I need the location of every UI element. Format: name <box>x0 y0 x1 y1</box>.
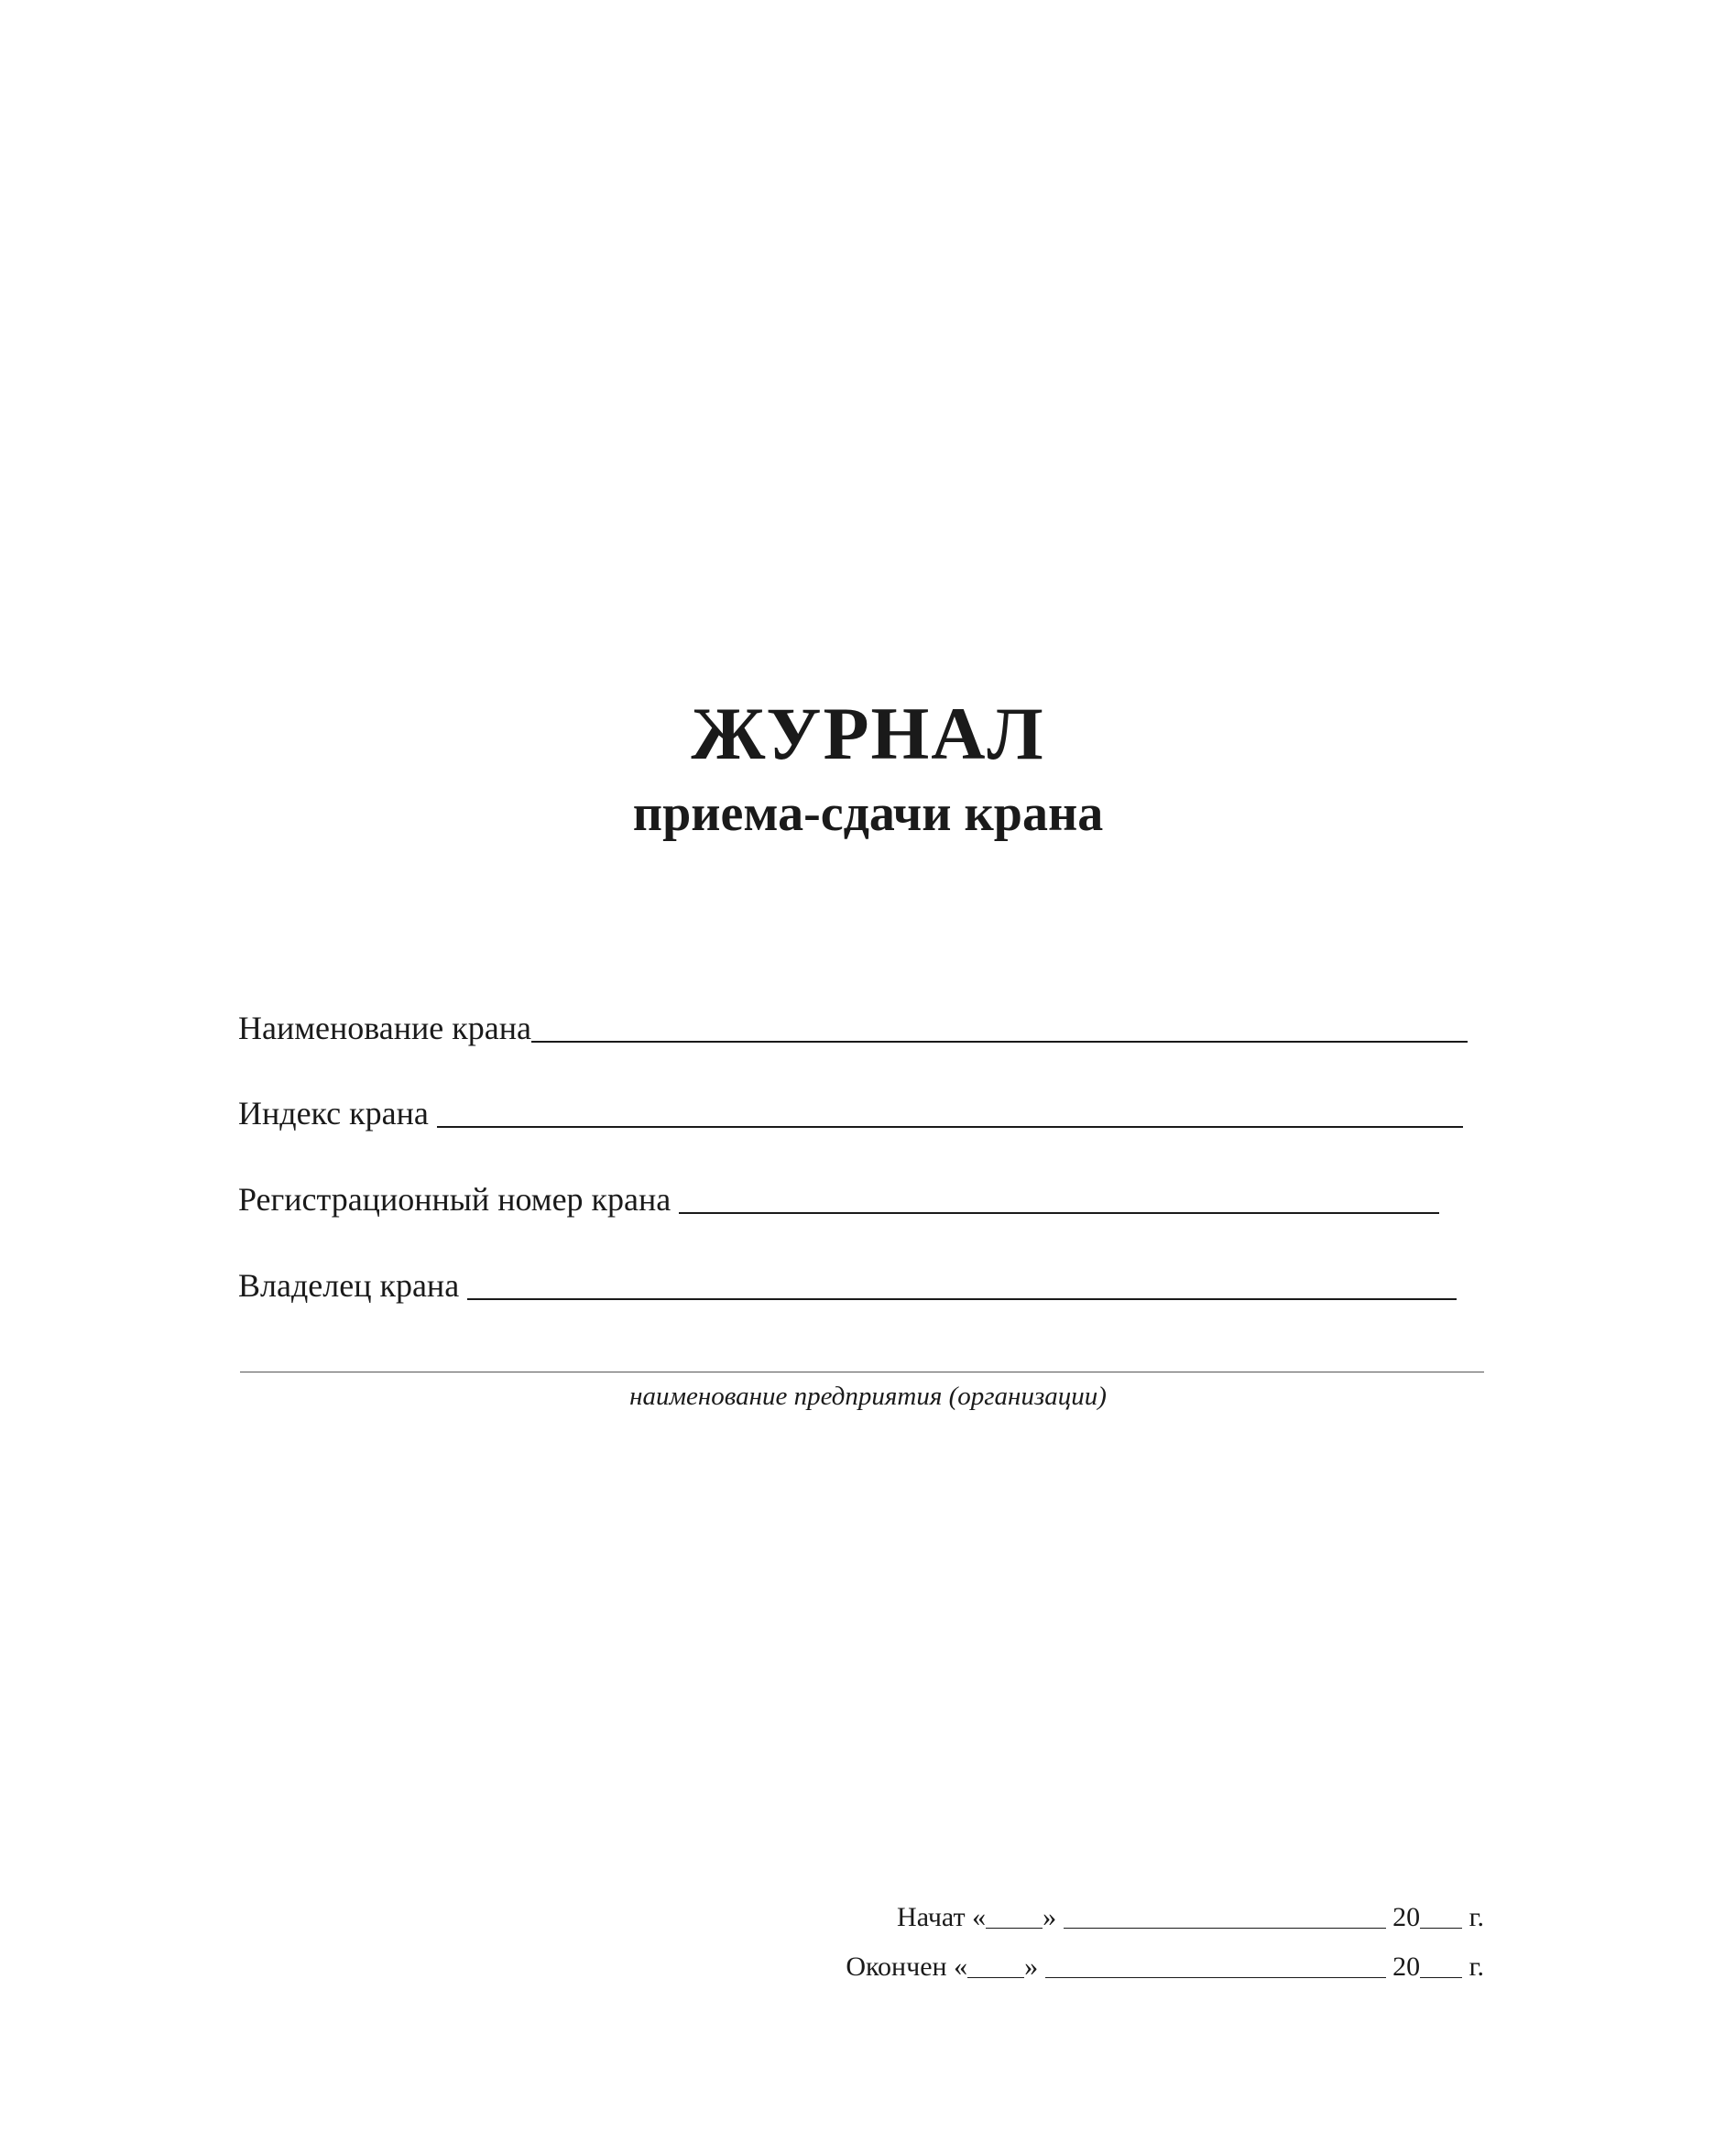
field-crane-name <box>238 1011 1468 1044</box>
date-finished-row <box>846 1953 1484 1981</box>
field-crane-index-line[interactable] <box>437 1126 1463 1128</box>
field-crane-owner-label: Владелец крана <box>238 1267 468 1304</box>
field-crane-registration-number-label: Регистрационный номер крана <box>238 1181 680 1218</box>
field-crane-owner <box>238 1269 1457 1302</box>
field-crane-registration-number-line[interactable] <box>679 1212 1439 1214</box>
date-finished-year-line[interactable] <box>1420 1977 1462 1978</box>
date-finished-year-prefix: 20 <box>1392 1952 1421 1982</box>
field-crane-index <box>238 1097 1463 1130</box>
date-finished-month-line[interactable] <box>1045 1977 1386 1978</box>
date-started-year-prefix: 20 <box>1392 1902 1421 1932</box>
date-finished-quote-close: » <box>1024 1952 1039 1982</box>
date-started-label: Начат « <box>897 1902 987 1932</box>
field-crane-registration-number <box>238 1183 1439 1216</box>
date-started-quote-close: » <box>1043 1902 1057 1932</box>
date-started-year-line[interactable] <box>1420 1928 1462 1929</box>
date-started-row <box>897 1904 1484 1931</box>
organization-caption: наименование предприятия (организации) <box>629 1382 1107 1411</box>
document-title: ЖУРНАЛ <box>691 692 1045 775</box>
field-crane-index-label: Индекс крана <box>238 1095 437 1132</box>
date-started-month-line[interactable] <box>1064 1928 1386 1929</box>
field-crane-owner-line[interactable] <box>467 1298 1457 1300</box>
field-crane-name-label: Наименование крана <box>238 1010 531 1046</box>
date-finished-label: Окончен « <box>846 1952 968 1982</box>
field-crane-name-line[interactable] <box>531 1041 1468 1043</box>
date-finished-year-suffix: г. <box>1469 1952 1484 1982</box>
document-subtitle: приема-сдачи крана <box>632 785 1104 842</box>
date-finished-day-line[interactable] <box>967 1977 1024 1978</box>
date-started-day-line[interactable] <box>986 1928 1043 1929</box>
date-started-year-suffix: г. <box>1469 1902 1484 1932</box>
